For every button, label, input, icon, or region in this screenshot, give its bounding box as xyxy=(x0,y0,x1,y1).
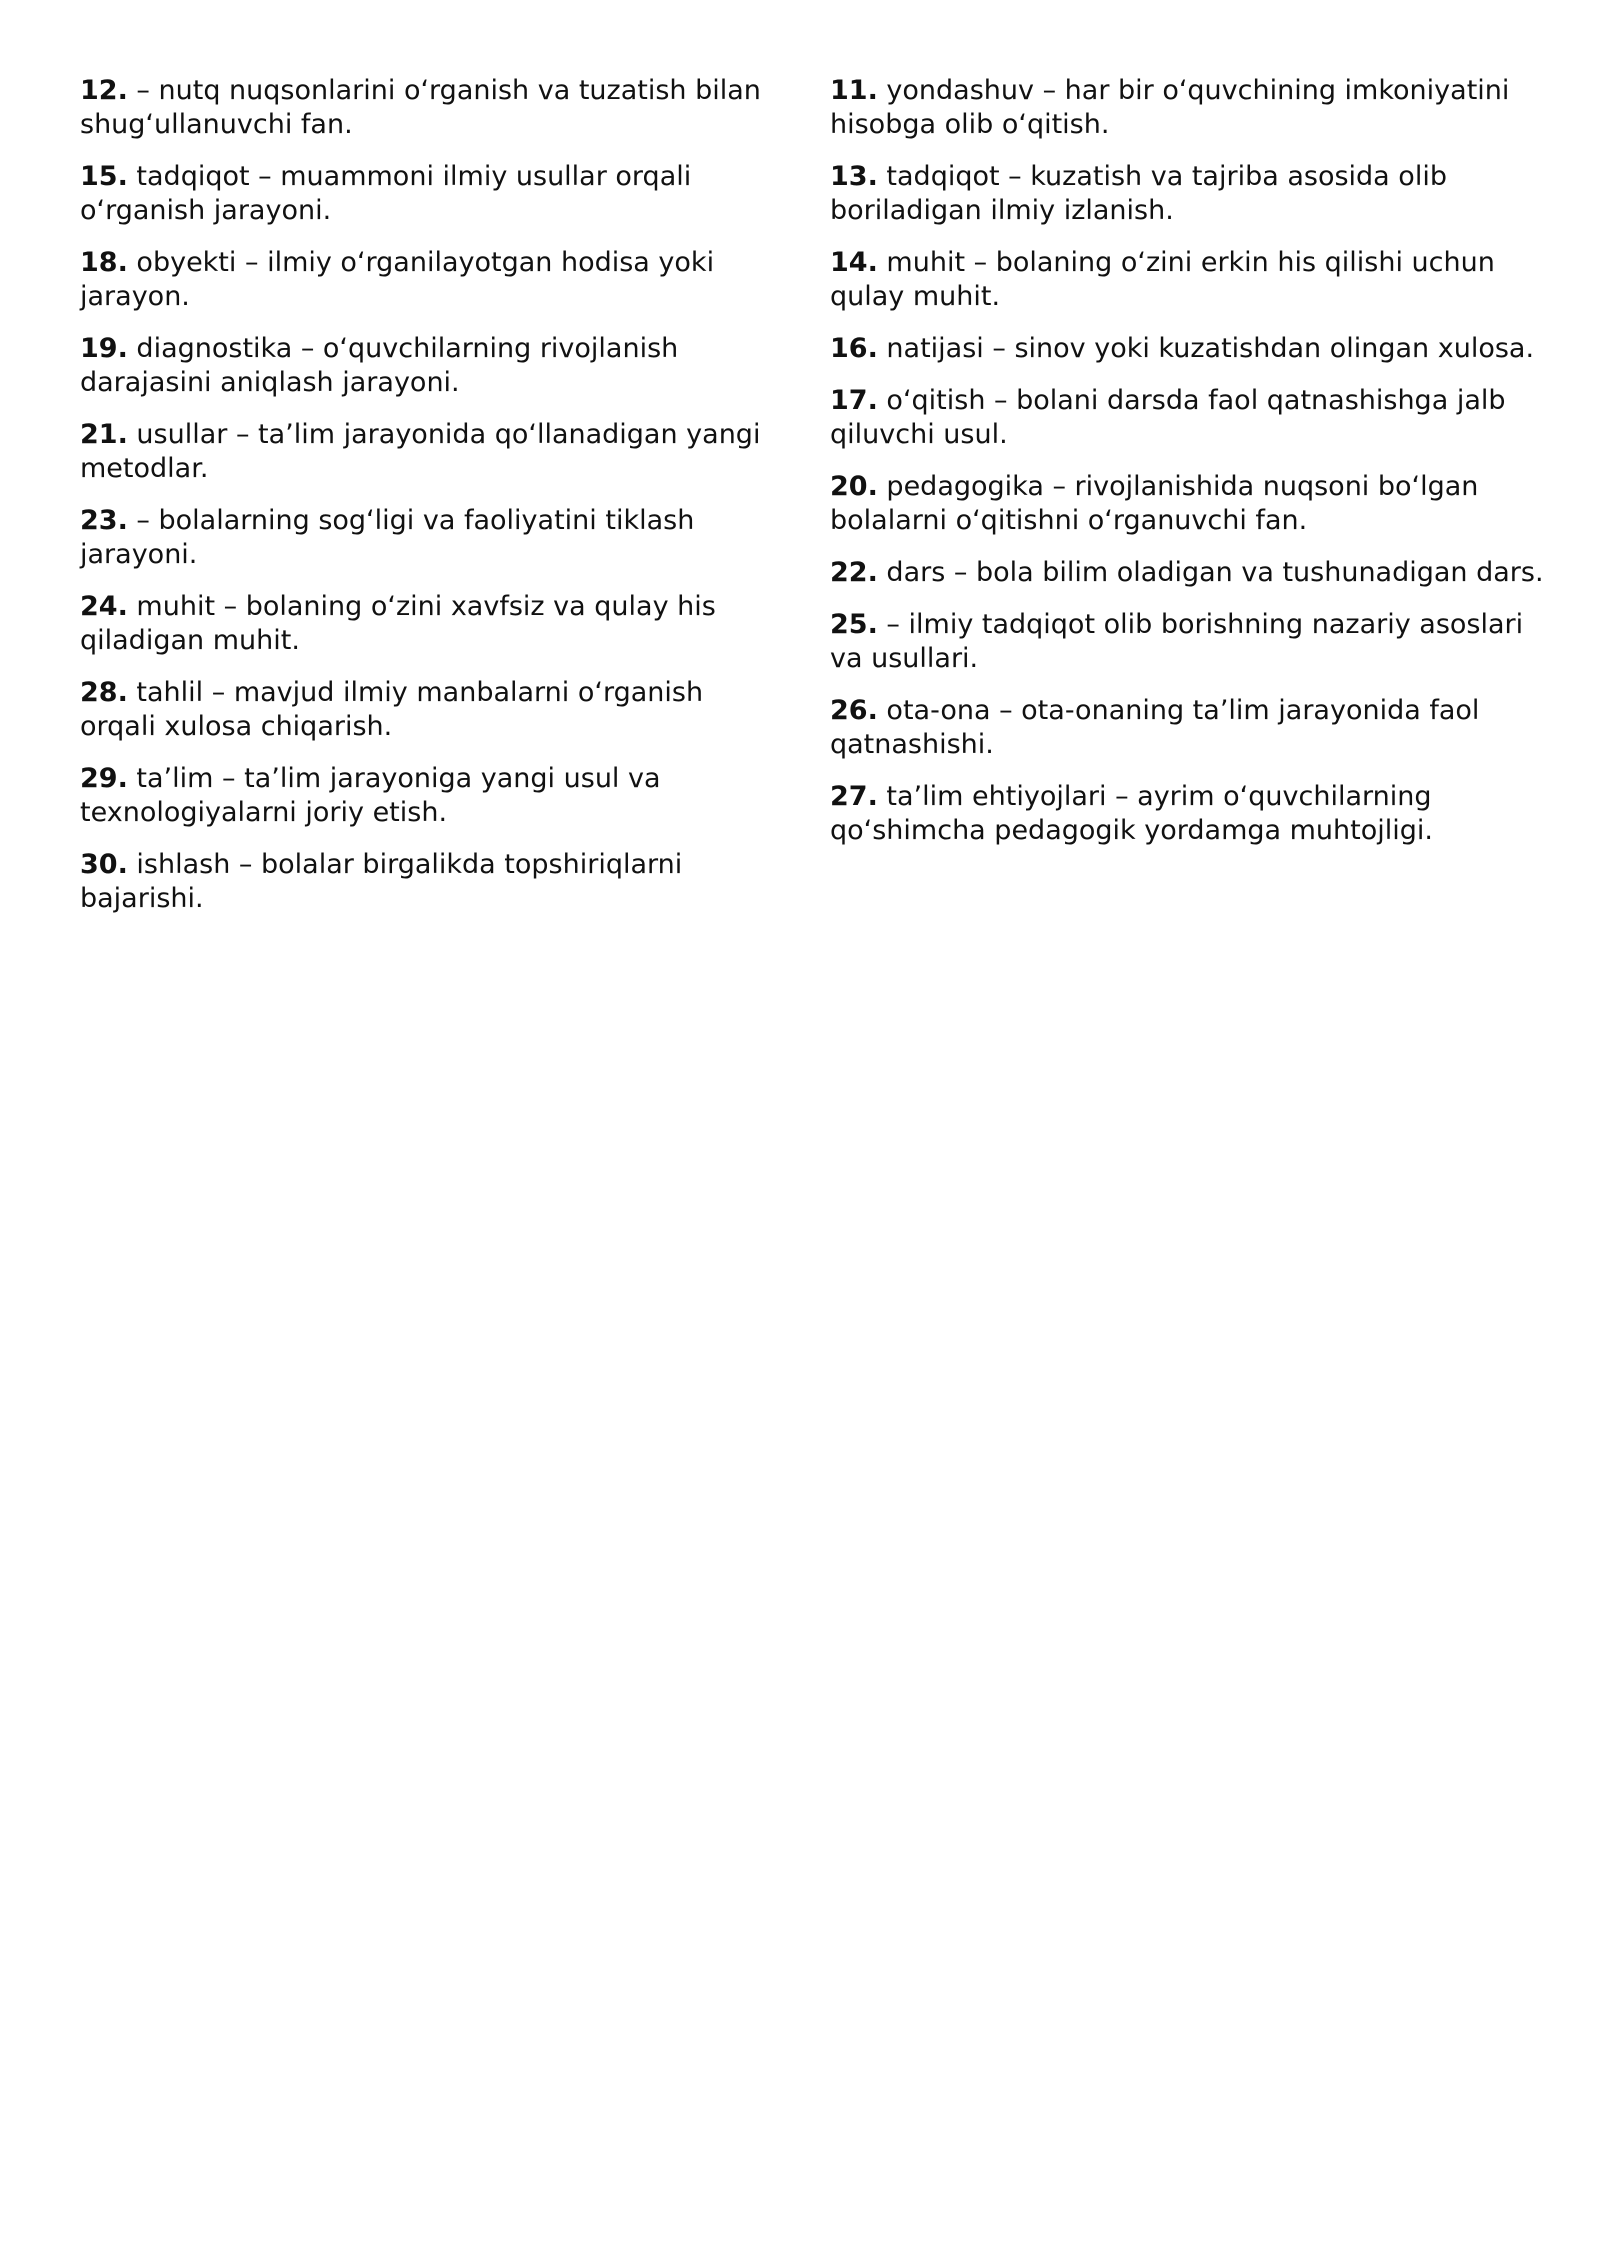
item-text: ta’lim – ta’lim jarayoniga yangi usul va texnologiyalarni joriy etish. xyxy=(80,763,661,828)
item-number: 30. xyxy=(80,849,128,880)
item-text: yondashuv – har bir o‘quvchining imkoniyatini hisobga olib o‘qitish. xyxy=(830,75,1510,140)
item-text: muhit – bolaning o‘zini erkin his qilishi uchun qulay muhit. xyxy=(830,247,1495,312)
item-text: ishlash – bolalar birgalikda topshiriqlarni bajarishi. xyxy=(80,849,683,914)
list-item xyxy=(80,762,770,830)
item-text: obyekti – ilmiy o‘rganilayotgan hodisa yoki jarayon. xyxy=(80,247,715,312)
item-number: 27. xyxy=(830,781,878,812)
item-number: 18. xyxy=(80,247,128,278)
list-item xyxy=(80,504,770,572)
list-item xyxy=(830,160,1550,228)
item-number: 25. xyxy=(830,609,878,640)
right-column xyxy=(830,74,1550,866)
item-number: 22. xyxy=(830,557,878,588)
list-item xyxy=(830,556,1550,590)
item-text: tadqiqot – muammoni ilmiy usullar orqali o‘rganish jarayoni. xyxy=(80,161,692,226)
item-text: natijasi – sinov yoki kuzatishdan olingan xulosa. xyxy=(877,333,1535,364)
item-number: 23. xyxy=(80,505,128,536)
item-number: 21. xyxy=(80,419,128,450)
item-number: 29. xyxy=(80,763,128,794)
list-item xyxy=(80,332,770,400)
list-item xyxy=(80,246,770,314)
list-item xyxy=(80,848,770,916)
item-text: pedagogika – rivojlanishida nuqsoni bo‘lgan bolalarni o‘qitishni o‘rganuvchi fan. xyxy=(830,471,1479,536)
item-number: 26. xyxy=(830,695,878,726)
list-item xyxy=(830,74,1550,142)
list-item xyxy=(830,694,1550,762)
item-text: muhit – bolaning o‘zini xavfsiz va qulay his qiladigan muhit. xyxy=(80,591,716,656)
item-text: – ilmiy tadqiqot olib borishning nazariy asoslari va usullari. xyxy=(830,609,1524,674)
list-item xyxy=(830,246,1550,314)
item-text: tadqiqot – kuzatish va tajriba asosida olib boriladigan ilmiy izlanish. xyxy=(830,161,1447,226)
list-item xyxy=(80,418,770,486)
item-text: diagnostika – o‘quvchilarning rivojlanish darajasini aniqlash jarayoni. xyxy=(80,333,679,398)
item-text: o‘qitish – bolani darsda faol qatnashishga jalb qiluvchi usul. xyxy=(830,385,1506,450)
item-number: 24. xyxy=(80,591,128,622)
item-text: usullar – ta’lim jarayonida qo‘llanadigan yangi metodlar. xyxy=(80,419,761,484)
item-number: 14. xyxy=(830,247,878,278)
item-number: 15. xyxy=(80,161,128,192)
item-number: 19. xyxy=(80,333,128,364)
list-item xyxy=(80,74,770,142)
item-number: 13. xyxy=(830,161,878,192)
item-number: 16. xyxy=(830,333,878,364)
item-number: 12. xyxy=(80,75,128,106)
list-item xyxy=(830,780,1550,848)
item-text: dars – bola bilim oladigan va tushunadigan dars. xyxy=(877,557,1544,588)
list-item xyxy=(830,608,1550,676)
item-number: 20. xyxy=(830,471,878,502)
item-text: ta’lim ehtiyojlari – ayrim o‘quvchilarning qo‘shimcha pedagogik yordamga muhtojligi. xyxy=(830,781,1433,846)
list-item xyxy=(830,332,1550,366)
item-text: ota-ona – ota-onaning ta’lim jarayonida faol qatnashishi. xyxy=(830,695,1480,760)
list-item xyxy=(80,676,770,744)
list-item xyxy=(80,590,770,658)
list-item xyxy=(80,160,770,228)
answer-columns xyxy=(80,74,1600,934)
item-number: 28. xyxy=(80,677,128,708)
item-number: 11. xyxy=(830,75,878,106)
item-number: 17. xyxy=(830,385,878,416)
left-column xyxy=(80,74,770,934)
item-text: – bolalarning sog‘ligi va faoliyatini tiklash jarayoni. xyxy=(80,505,695,570)
item-text: tahlil – mavjud ilmiy manbalarni o‘rganish orqali xulosa chiqarish. xyxy=(80,677,704,742)
list-item xyxy=(830,470,1550,538)
list-item xyxy=(830,384,1550,452)
item-text: – nutq nuqsonlarini o‘rganish va tuzatish bilan shug‘ullanuvchi fan. xyxy=(80,75,761,140)
